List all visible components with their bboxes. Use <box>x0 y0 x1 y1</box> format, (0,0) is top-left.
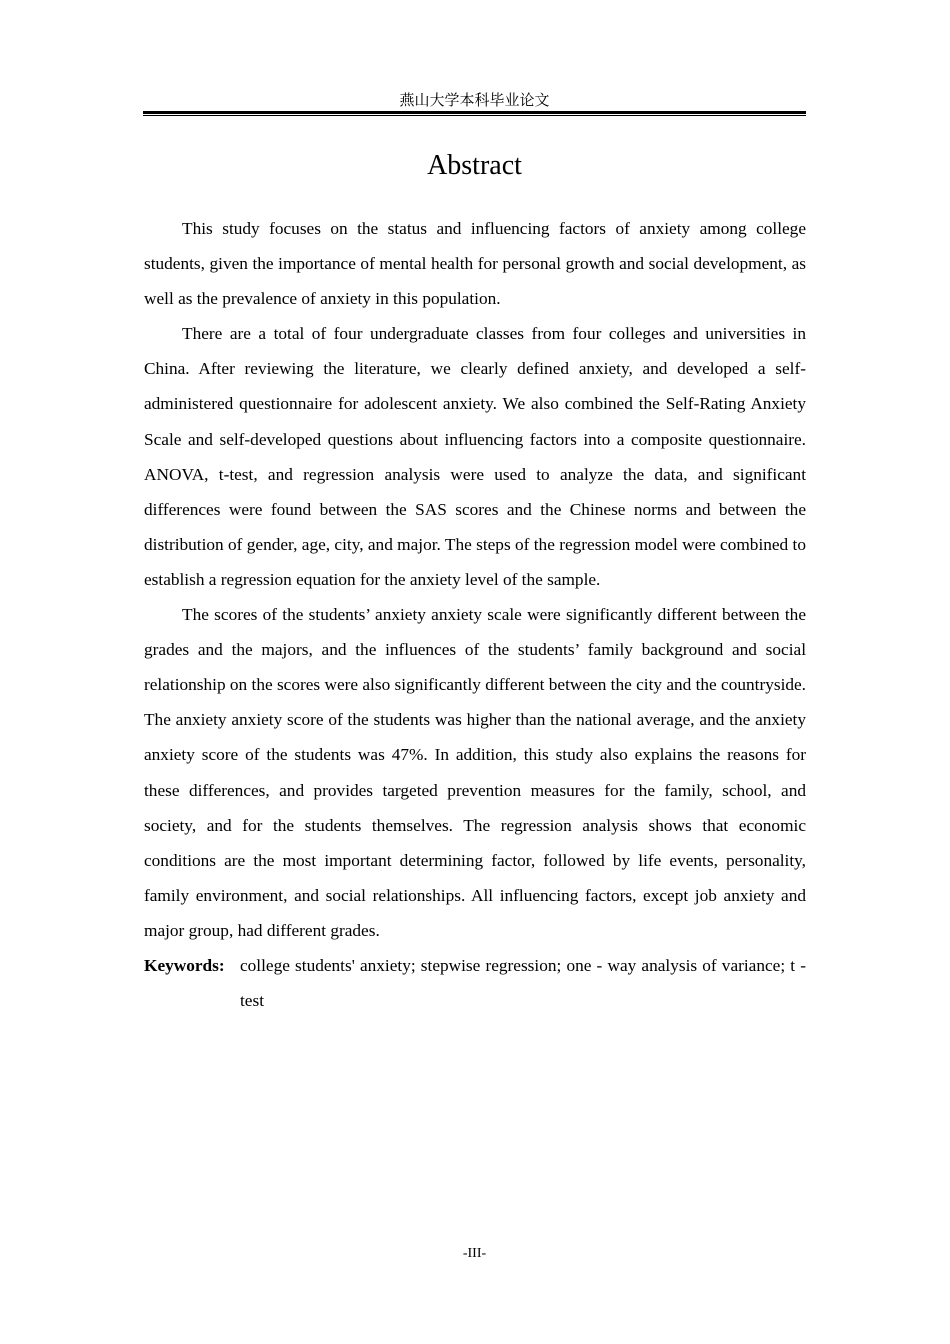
keywords-text: college students' anxiety; stepwise regression; one - way analysis of variance; t - test <box>240 955 806 1011</box>
header-rule-thin <box>143 115 806 116</box>
abstract-paragraph-2: There are a total of four undergraduate classes from four colleges and universities in China. After reviewing the literature, we clearly defined anxiety, and developed a self-administered questionnaire for adolescent anxiety. We also combined the Self-Rating Anxiety Scale and self-developed questions about influencing factors into a composite questionnaire. ANOVA, t-test, and regression analysis were used to analyze the data, and significant differences were found between the SAS scores and the Chinese norms and between the distribution of gender, age, city, and major. The steps of the regression model were combined to establish a regression equation for the anxiety level of the sample. <box>144 324 806 589</box>
keywords-label: Keywords: <box>144 955 225 975</box>
abstract-body <box>144 211 806 1018</box>
abstract-title: Abstract <box>427 150 522 181</box>
keywords-block <box>144 948 806 1018</box>
page-number: -III- <box>462 1246 487 1261</box>
abstract-paragraph-1: This study focuses on the status and influencing factors of anxiety among college students, given the importance of mental health for personal growth and social development, as well as the prevalence of anxiety in this population. <box>144 219 806 309</box>
running-header: 燕山大学本科毕业论文 <box>399 91 550 109</box>
abstract-paragraph-3: The scores of the students’ anxiety anxiety scale were significantly different between the grades and the majors, and the influences of the students’ family background and social relationship on the scores were also significantly different between the city and the countryside. The anxiety anxiety score of the students was higher than the national average, and the anxiety anxiety score of the students was 47%. In addition, this study also explains the reasons for these differences, and provides targeted prevention measures for the family, school, and society, and for the students themselves. The regression analysis shows that economic conditions are the most important determining factor, followed by life events, personality, family environment, and social relationships. All influencing factors, except job anxiety and major group, had different grades. <box>144 605 806 940</box>
header-rule <box>143 111 806 114</box>
